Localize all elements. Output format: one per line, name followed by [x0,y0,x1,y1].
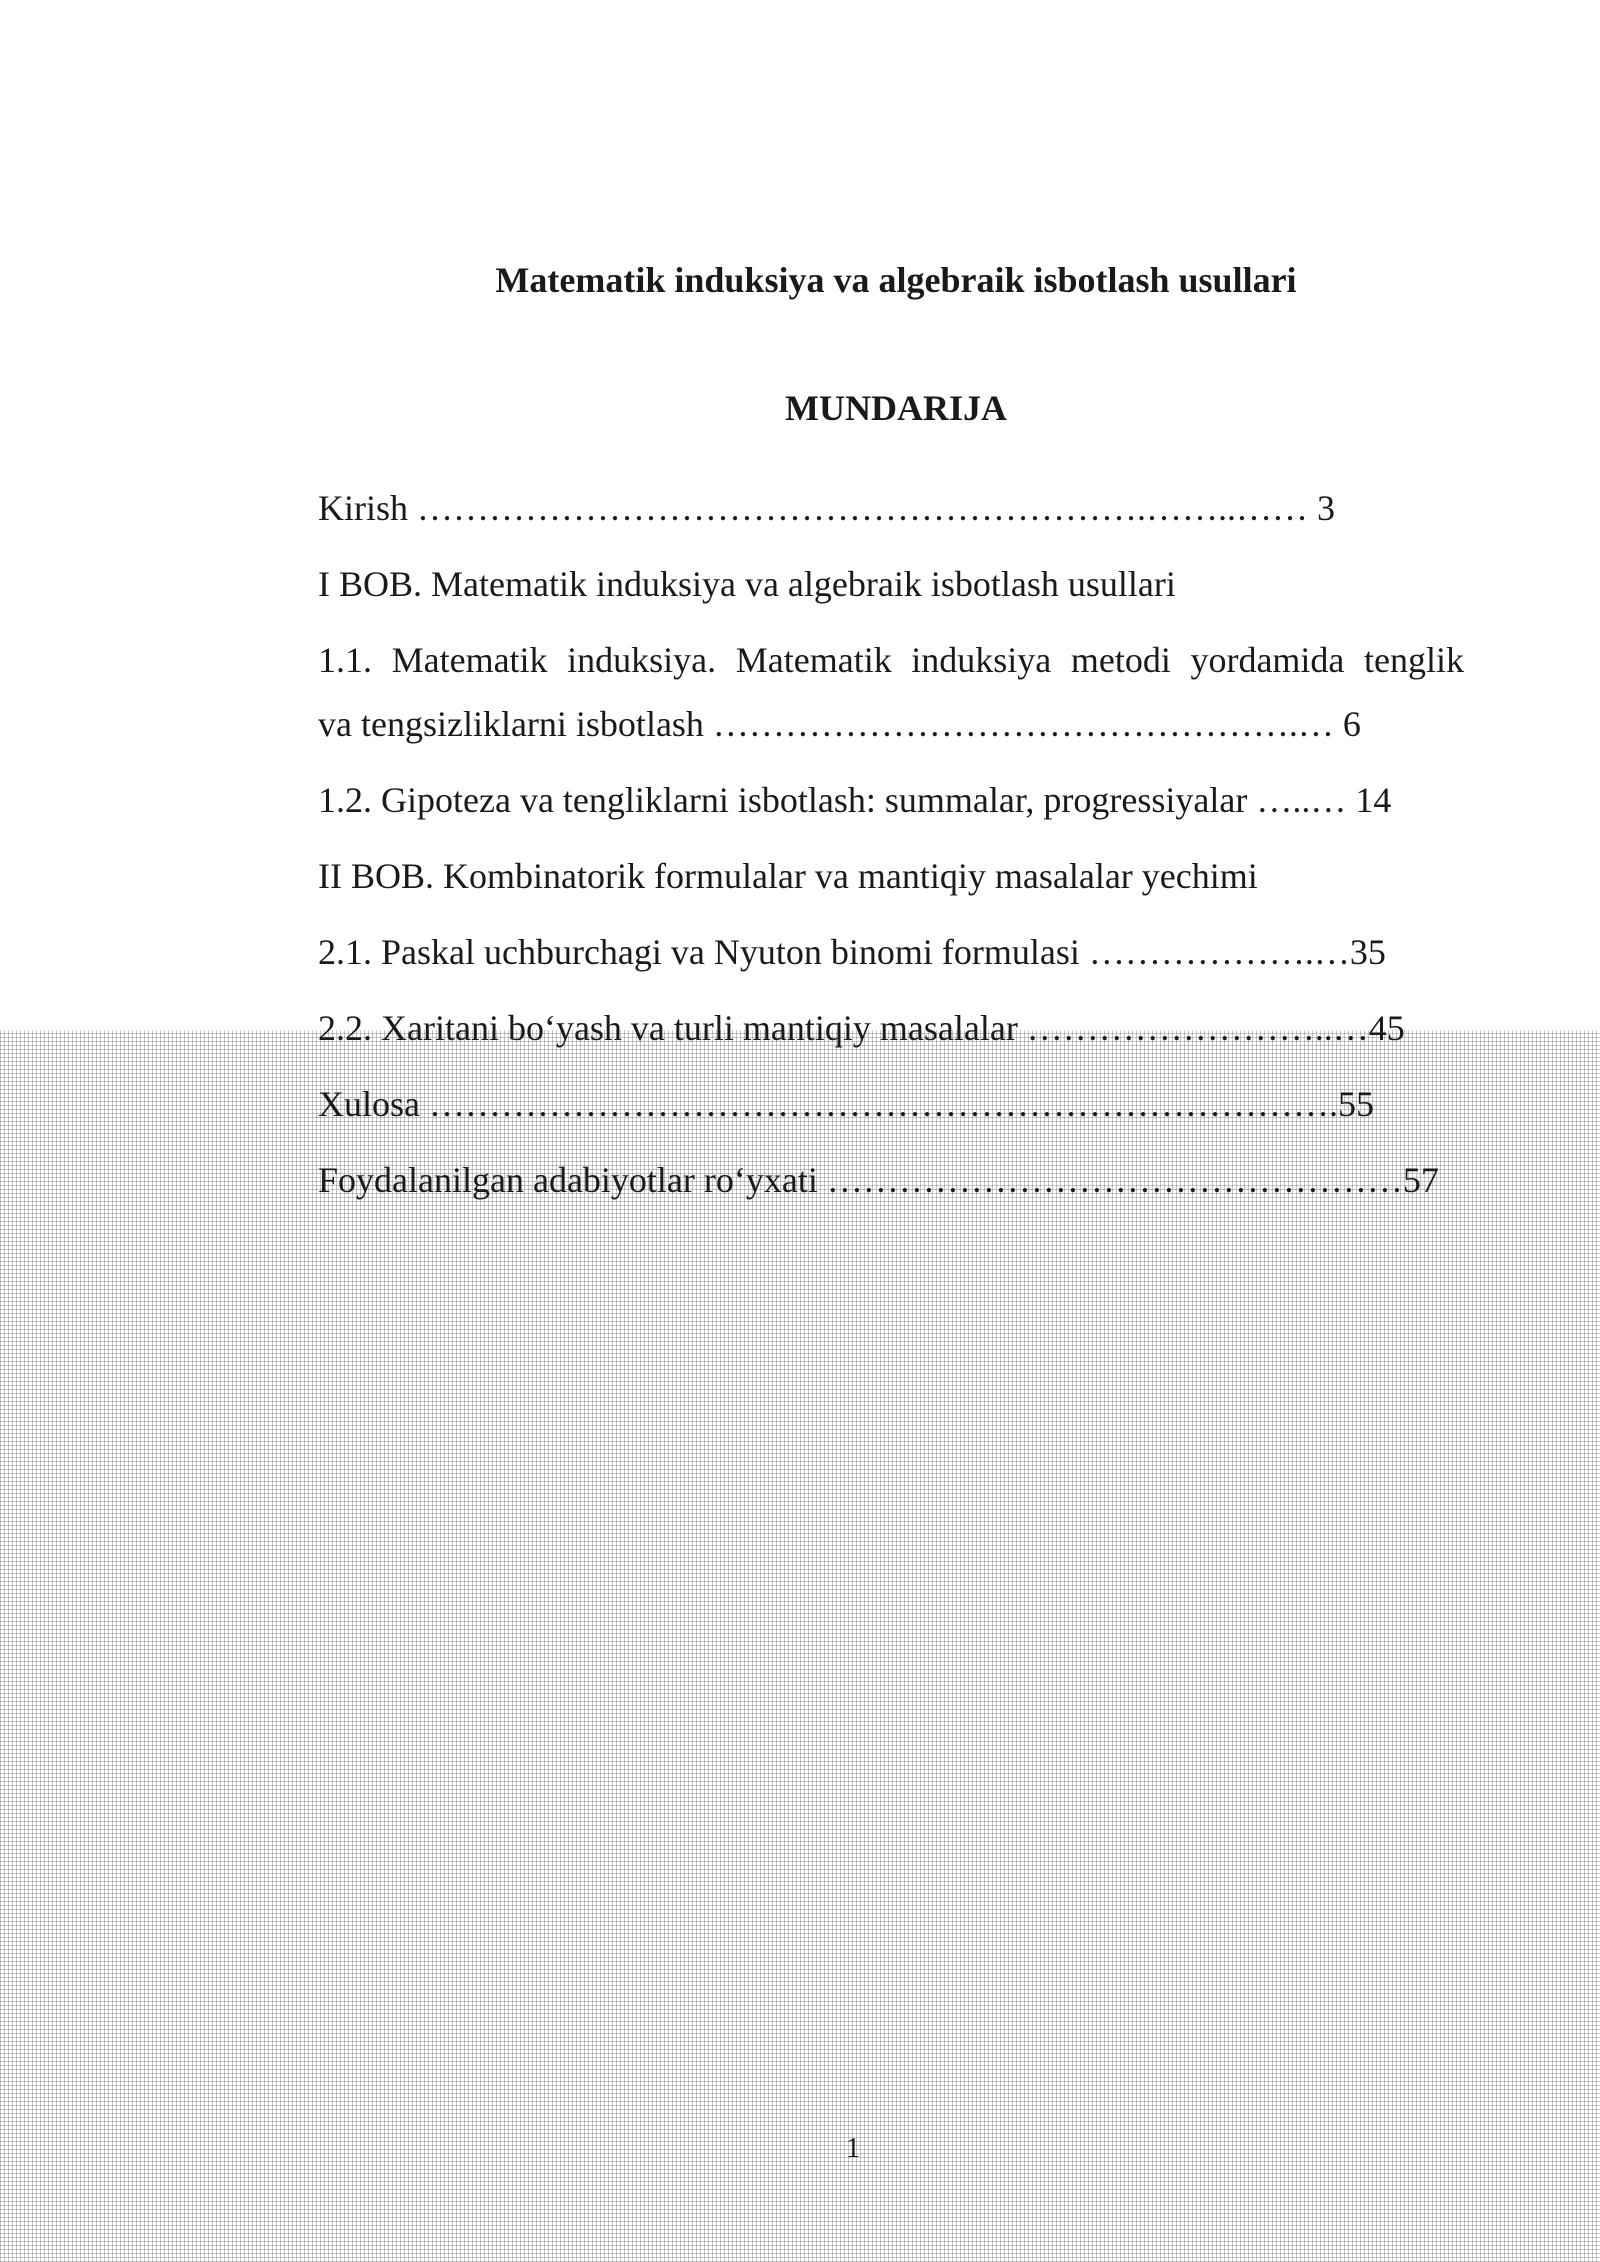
toc-entry-chapter-1: I BOB. Matematik induksiya va algebraik isbotlash usullari [318,564,1176,604]
toc-entry-intro: Kirish …………………………………………………….……..…… 3 [318,488,1335,528]
toc-entry-references: Foydalanilgan adabiyotlar ro‘yxati …………………………………………57 [318,1160,1439,1200]
document-title: Matematik induksiya va algebraik isbotlash usullari [495,260,1297,300]
toc-entry-section-2-2: 2.2. Xaritani bo‘yash va turli mantiqiy masalalar ……………………..…45 [318,1008,1405,1048]
dither-shading [0,1030,1600,2262]
toc-entry-chapter-2: II BOB. Kombinatorik formulalar va mantiqiy masalalar yechimi [318,856,1258,896]
toc-entry-section-1-1-continued: va tengsizliklarni isbotlash ………………………………………….… 6 [318,704,1361,744]
toc-entry-conclusion: Xulosa ………………………………………………………………….55 [318,1084,1374,1124]
toc-entry-section-1-2: 1.2. Gipoteza va tengliklarni isbotlash: summalar, progressiyalar …..… 14 [318,780,1392,820]
page-number: 1 [846,2133,860,2164]
toc-heading: MUNDARIJA [785,388,1007,428]
toc-entry-section-1-1: 1.1. Matematik induksiya. Matematik induksiya metodi yordamida tenglik [318,640,1464,680]
toc-entry-section-2-1: 2.1. Paskal uchburchagi va Nyuton binomi formulasi ……………….…35 [318,932,1386,972]
